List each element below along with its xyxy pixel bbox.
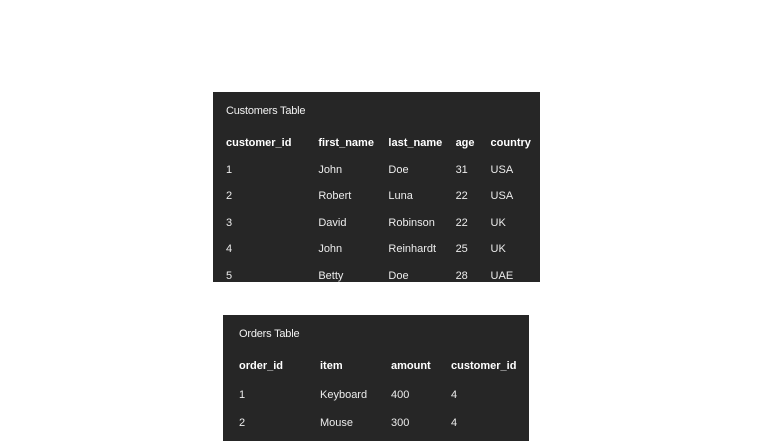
cell-order-id: 1: [239, 388, 246, 401]
table-row: [226, 183, 540, 210]
column-header-customer-id: customer_id: [451, 360, 517, 373]
cell-item: Keyboard: [320, 388, 368, 401]
cell-customer-id: 4: [451, 417, 458, 430]
cell-country: USA: [490, 190, 514, 203]
customers-table: [226, 130, 540, 289]
column-header-country: country: [490, 137, 531, 150]
cell-age: 31: [455, 163, 468, 176]
table-row: [226, 263, 540, 290]
cell-amount: 400: [391, 388, 410, 401]
column-header-age: age: [455, 137, 475, 150]
customers-table-panel: [213, 92, 540, 282]
orders-header-row: [239, 352, 526, 381]
cell-first-name: John: [318, 163, 343, 176]
table-row: [226, 236, 540, 263]
cell-last-name: Robinson: [388, 216, 435, 229]
cell-customer-id: 3: [226, 216, 233, 229]
cell-country: UK: [490, 243, 506, 256]
cell-age: 22: [455, 216, 468, 229]
customers-table-title: Customers Table: [226, 105, 306, 117]
cell-last-name: Doe: [388, 163, 409, 176]
cell-customer-id: 4: [226, 243, 233, 256]
column-header-customer-id: customer_id: [226, 137, 292, 150]
table-row: [239, 409, 526, 438]
cell-last-name: Luna: [388, 190, 413, 203]
cell-last-name: Reinhardt: [388, 243, 437, 256]
cell-country: UAE: [490, 269, 514, 282]
cell-customer-id: 2: [226, 190, 233, 203]
cell-first-name: Robert: [318, 190, 352, 203]
customers-header-row: [226, 130, 540, 157]
cell-order-id: 2: [239, 417, 246, 430]
cell-age: 25: [455, 243, 468, 256]
column-header-order-id: order_id: [239, 360, 284, 373]
cell-age: 22: [455, 190, 468, 203]
column-header-first-name: first_name: [318, 137, 374, 150]
cell-first-name: David: [318, 216, 347, 229]
cell-country: USA: [490, 163, 514, 176]
cell-amount: 300: [391, 417, 410, 430]
cell-customer-id: 5: [226, 269, 233, 282]
cell-last-name: Doe: [388, 269, 409, 282]
orders-table: [239, 352, 526, 438]
column-header-amount: amount: [391, 360, 431, 373]
orders-table-panel: [223, 315, 529, 441]
table-row: [239, 381, 526, 410]
cell-age: 28: [455, 269, 468, 282]
cell-customer-id: 1: [226, 163, 233, 176]
column-header-last-name: last_name: [388, 137, 443, 150]
cell-first-name: Betty: [318, 269, 344, 282]
cell-country: UK: [490, 216, 506, 229]
column-header-item: item: [320, 360, 343, 373]
cell-customer-id: 4: [451, 388, 458, 401]
orders-table-title: Orders Table: [239, 328, 300, 340]
table-row: [226, 210, 540, 237]
cell-first-name: John: [318, 243, 343, 256]
cell-item: Mouse: [320, 417, 354, 430]
table-row: [226, 157, 540, 184]
